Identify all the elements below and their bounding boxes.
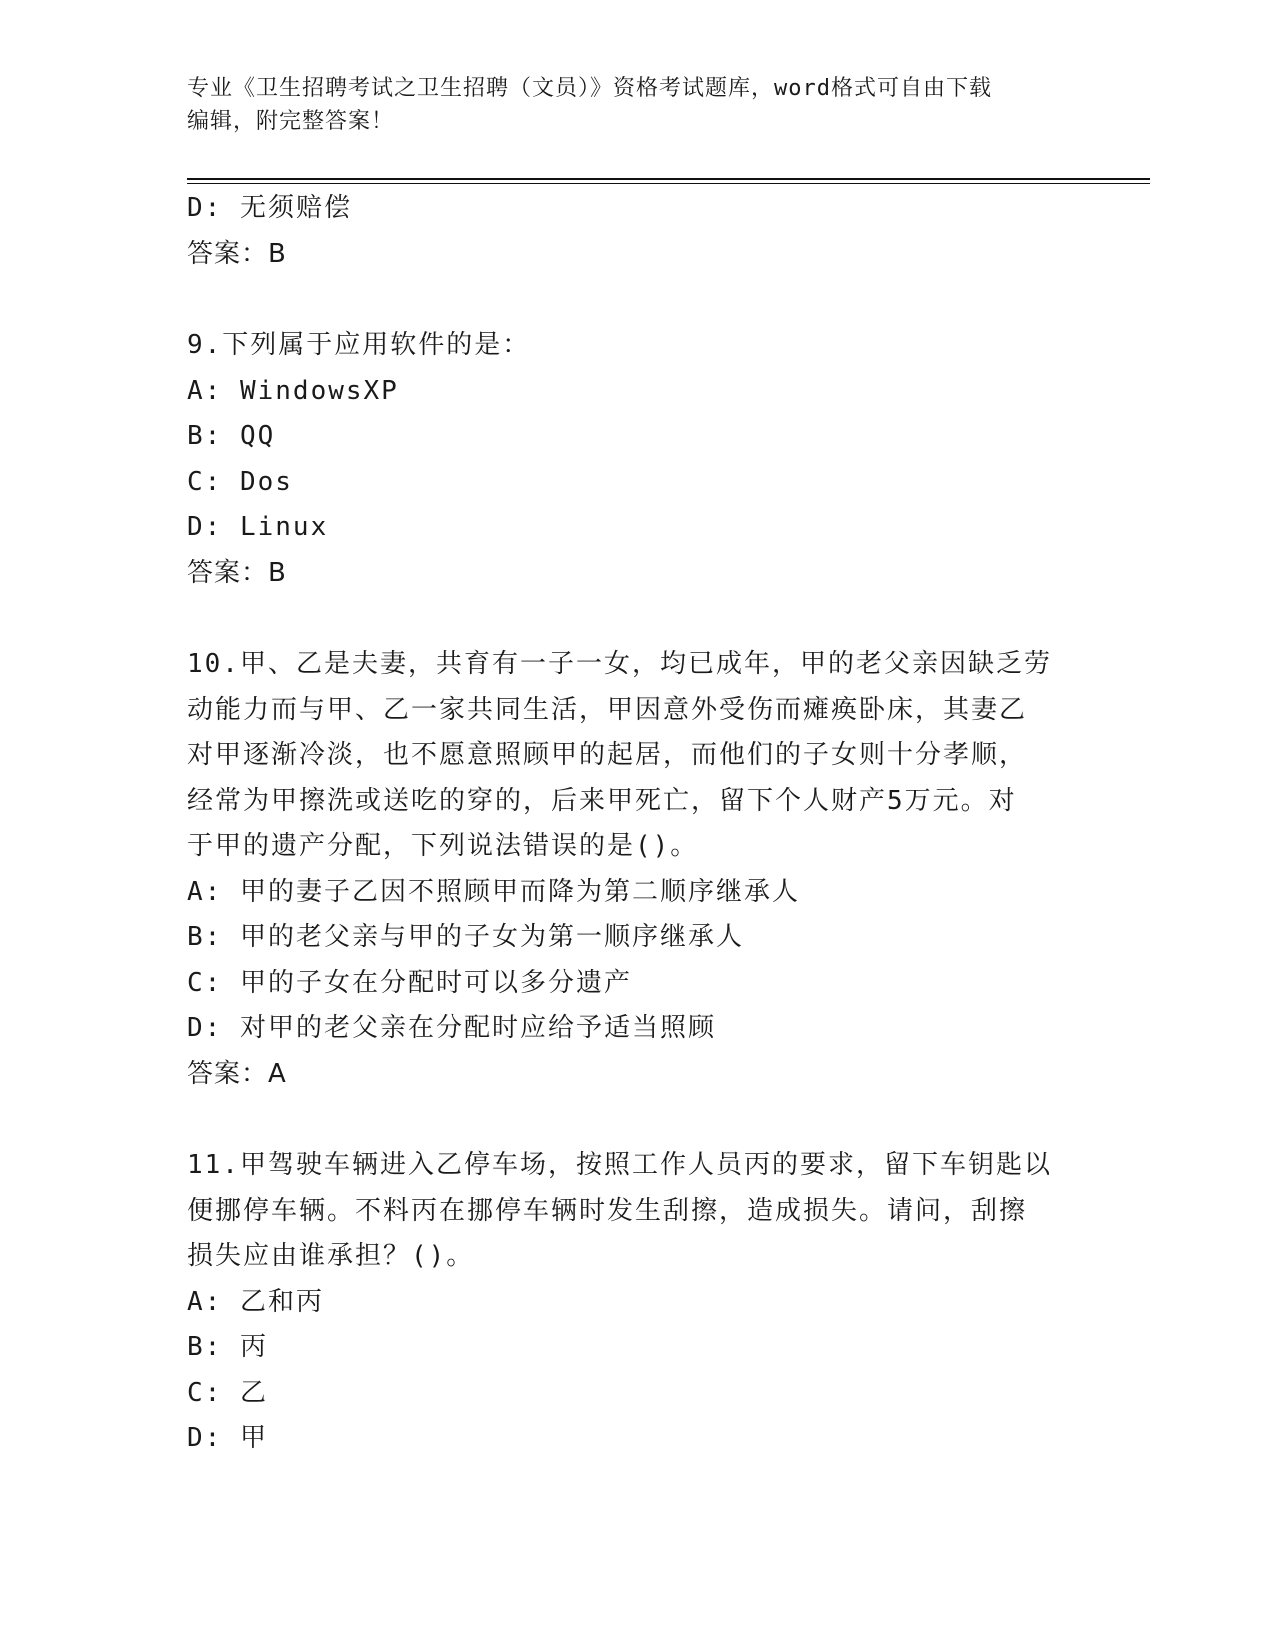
header-line-2: 编辑，附完整答案！ (187, 109, 395, 134)
answer-line: 答案：A (187, 1058, 287, 1089)
stem-line: 动能力而与甲、乙一家共同生活，甲因意外受伤而瘫痪卧床，其妻乙 (187, 694, 1028, 725)
option-a: A: WindowsXP (187, 375, 399, 406)
question-stem (187, 1143, 1087, 1280)
option-c: C: 乙 (187, 1377, 268, 1408)
option-d: D: Linux (187, 512, 329, 542)
header-divider (187, 178, 1150, 184)
option-c: C: 甲的子女在分配时可以多分遗产 (187, 967, 632, 998)
option-d: D: 对甲的老父亲在分配时应给予适当照顾 (187, 1013, 716, 1043)
spacer (187, 596, 1087, 642)
stem-line: 于甲的遗产分配，下列说法错误的是()。 (187, 831, 699, 861)
question-11 (187, 1143, 1087, 1462)
question-list (187, 186, 1087, 1462)
stem-line: 10.甲、乙是夫妻，共育有一子一女，均已成年，甲的老父亲因缺乏劳 (187, 649, 1052, 679)
option-a: A: 乙和丙 (187, 1286, 324, 1317)
stem-line: 便挪停车辆。不料丙在挪停车辆时发生刮擦，造成损失。请问，刮擦 (187, 1195, 1028, 1226)
stem-line: 对甲逐渐冷淡，也不愿意照顾甲的起居，而他们的子女则十分孝顺， (187, 740, 1028, 770)
option-b: B: 甲的老父亲与甲的子女为第一顺序继承人 (187, 922, 744, 952)
answer-line: 答案：B (187, 557, 287, 588)
question-10 (187, 642, 1087, 1097)
option-d: D: 无须赔偿 (187, 193, 352, 223)
spacer (187, 1097, 1087, 1143)
stem-line: 11.甲驾驶车辆进入乙停车场，按照工作人员丙的要求，留下车钥匙以 (187, 1150, 1052, 1180)
question-9 (187, 323, 1087, 596)
option-c: C: Dos (187, 466, 293, 497)
question-stem: 9.下列属于应用软件的是： (187, 330, 531, 360)
option-b: B: QQ (187, 421, 276, 451)
stem-line: 经常为甲擦洗或送吃的穿的，后来甲死亡，留下个人财产5万元。对 (187, 785, 1017, 816)
document-header (187, 72, 1087, 138)
option-a: A: 甲的妻子乙因不照顾甲而降为第二顺序继承人 (187, 876, 800, 907)
option-b: B: 丙 (187, 1332, 268, 1362)
option-d: D: 甲 (187, 1423, 268, 1453)
question-stem (187, 642, 1087, 870)
answer-line: 答案：B (187, 238, 287, 269)
header-line-1: 专业《卫生招聘考试之卫生招聘（文员）》资格考试题库，word格式可自由下载 (187, 76, 992, 101)
spacer (187, 277, 1087, 323)
stem-line: 损失应由谁承担？()。 (187, 1241, 475, 1271)
